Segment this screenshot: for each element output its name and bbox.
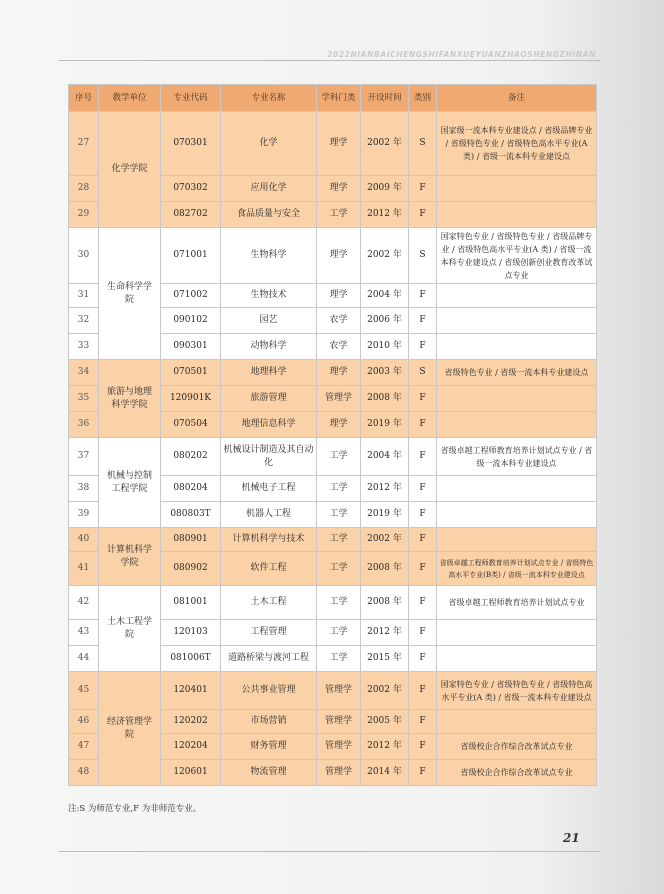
cell-note: [437, 646, 597, 672]
table-row: [69, 112, 597, 176]
table-row: [69, 228, 597, 284]
cell-type: F: [409, 334, 437, 360]
cell-no: 39: [69, 502, 99, 528]
cell-field: 理学: [317, 412, 361, 438]
cell-name: 土木工程: [221, 586, 317, 620]
cell-year: 2009 年: [361, 176, 409, 202]
cell-note: [437, 284, 597, 308]
cell-code: 120103: [161, 620, 221, 646]
cell-note: 国家特色专业 / 省级特色专业 / 省级特色高水平专业(A 类) / 省级一流本科专业建设点: [437, 672, 597, 710]
cell-note: 国家特色专业 / 省级特色专业 / 省级品牌专业 / 省级特色高水平专业(A 类) / 省级一流本科专业建设点 / 省级创新创业教育改革试点专业: [437, 228, 597, 284]
cell-teaching-unit: 化学学院: [99, 112, 161, 228]
cell-code: 120204: [161, 734, 221, 760]
cell-field: 工学: [317, 528, 361, 552]
page-number: 21: [563, 831, 580, 845]
cell-code: 120901K: [161, 386, 221, 412]
cell-no: 30: [69, 228, 99, 284]
cell-note: [437, 334, 597, 360]
cell-year: 2014 年: [361, 760, 409, 786]
cell-name: 软件工程: [221, 552, 317, 586]
cell-code: 071002: [161, 284, 221, 308]
cell-no: 34: [69, 360, 99, 386]
cell-no: 47: [69, 734, 99, 760]
cell-no: 46: [69, 710, 99, 734]
cell-type: F: [409, 646, 437, 672]
cell-name: 化学: [221, 112, 317, 176]
cell-field: 农学: [317, 334, 361, 360]
cell-no: 44: [69, 646, 99, 672]
cell-name: 市场营销: [221, 710, 317, 734]
cell-year: 2012 年: [361, 734, 409, 760]
cell-name: 财务管理: [221, 734, 317, 760]
table-row: [69, 438, 597, 476]
cell-no: 38: [69, 476, 99, 502]
cell-year: 2006 年: [361, 308, 409, 334]
cell-name: 工程管理: [221, 620, 317, 646]
cell-code: 082702: [161, 202, 221, 228]
cell-year: 2008 年: [361, 386, 409, 412]
cell-code: 090301: [161, 334, 221, 360]
col-header: 开设时间: [361, 85, 409, 112]
cell-field: 理学: [317, 112, 361, 176]
cell-field: 工学: [317, 552, 361, 586]
cell-type: F: [409, 586, 437, 620]
cell-field: 管理学: [317, 760, 361, 786]
cell-year: 2002 年: [361, 228, 409, 284]
cell-no: 35: [69, 386, 99, 412]
cell-code: 120401: [161, 672, 221, 710]
col-header: 专业代码: [161, 85, 221, 112]
cell-code: 081006T: [161, 646, 221, 672]
cell-note: 省级卓越工程师教育培养计划试点专业 / 省级特色高水平专业(B类) / 省级一流本科专业建设点: [437, 552, 597, 586]
cell-type: F: [409, 528, 437, 552]
cell-field: 管理学: [317, 386, 361, 412]
col-header: 备注: [437, 85, 597, 112]
cell-name: 旅游管理: [221, 386, 317, 412]
cell-code: 090102: [161, 308, 221, 334]
cell-year: 2012 年: [361, 202, 409, 228]
major-table: [68, 84, 597, 786]
cell-note: [437, 176, 597, 202]
cell-no: 42: [69, 586, 99, 620]
cell-note: [437, 710, 597, 734]
cell-code: 120601: [161, 760, 221, 786]
cell-field: 理学: [317, 360, 361, 386]
cell-field: 农学: [317, 308, 361, 334]
cell-field: 工学: [317, 202, 361, 228]
cell-no: 43: [69, 620, 99, 646]
cell-name: 机器人工程: [221, 502, 317, 528]
cell-year: 2004 年: [361, 284, 409, 308]
cell-name: 生物技术: [221, 284, 317, 308]
cell-teaching-unit: 机械与控制工程学院: [99, 438, 161, 528]
cell-year: 2005 年: [361, 710, 409, 734]
cell-note: [437, 202, 597, 228]
cell-year: 2003 年: [361, 360, 409, 386]
cell-note: [437, 308, 597, 334]
cell-teaching-unit: 生命科学学院: [99, 228, 161, 360]
cell-code: 080803T: [161, 502, 221, 528]
cell-name: 应用化学: [221, 176, 317, 202]
col-header: 序号: [69, 85, 99, 112]
cell-type: F: [409, 502, 437, 528]
cell-code: 070301: [161, 112, 221, 176]
footer-rule: [58, 851, 600, 852]
cell-field: 工学: [317, 620, 361, 646]
cell-type: F: [409, 438, 437, 476]
cell-name: 机械电子工程: [221, 476, 317, 502]
cell-no: 40: [69, 528, 99, 552]
cell-no: 41: [69, 552, 99, 586]
cell-type: F: [409, 620, 437, 646]
cell-type: F: [409, 202, 437, 228]
table-row: [69, 528, 597, 552]
cell-note: 国家级一流本科专业建设点 / 省级品牌专业 / 省级特色专业 / 省级特色高水平专业(A 类) / 省级一流本科专业建设点: [437, 112, 597, 176]
cell-code: 071001: [161, 228, 221, 284]
cell-code: 080901: [161, 528, 221, 552]
cell-teaching-unit: 土木工程学院: [99, 586, 161, 672]
cell-year: 2004 年: [361, 438, 409, 476]
cell-code: 080204: [161, 476, 221, 502]
table-row: [69, 360, 597, 386]
cell-type: F: [409, 412, 437, 438]
cell-note: [437, 476, 597, 502]
cell-field: 理学: [317, 176, 361, 202]
cell-type: F: [409, 476, 437, 502]
cell-type: F: [409, 760, 437, 786]
cell-code: 080902: [161, 552, 221, 586]
cell-note: 省级卓越工程师教育培养计划试点专业: [437, 586, 597, 620]
col-header: 专业名称: [221, 85, 317, 112]
running-header: 2022NIANBAICHENGSHIFANXUEYUANZHAOSHENGZHINAN: [327, 50, 596, 59]
table-body: [69, 112, 597, 786]
cell-code: 070504: [161, 412, 221, 438]
header-rule: [58, 60, 600, 61]
cell-type: S: [409, 360, 437, 386]
cell-year: 2008 年: [361, 586, 409, 620]
cell-note: 省级校企合作综合改革试点专业: [437, 760, 597, 786]
cell-field: 管理学: [317, 734, 361, 760]
cell-year: 2012 年: [361, 620, 409, 646]
cell-year: 2002 年: [361, 672, 409, 710]
cell-code: 120202: [161, 710, 221, 734]
cell-no: 28: [69, 176, 99, 202]
cell-type: F: [409, 386, 437, 412]
cell-name: 园艺: [221, 308, 317, 334]
cell-teaching-unit: 旅游与地理科学学院: [99, 360, 161, 438]
cell-code: 080202: [161, 438, 221, 476]
cell-name: 食品质量与安全: [221, 202, 317, 228]
cell-name: 生物科学: [221, 228, 317, 284]
cell-name: 计算机科学与技术: [221, 528, 317, 552]
cell-type: F: [409, 284, 437, 308]
cell-note: 省级校企合作综合改革试点专业: [437, 734, 597, 760]
cell-code: 070302: [161, 176, 221, 202]
cell-field: 工学: [317, 646, 361, 672]
cell-name: 动物科学: [221, 334, 317, 360]
cell-year: 2002 年: [361, 112, 409, 176]
cell-type: F: [409, 308, 437, 334]
cell-code: 081001: [161, 586, 221, 620]
table-row: [69, 672, 597, 710]
cell-year: 2010 年: [361, 334, 409, 360]
cell-no: 32: [69, 308, 99, 334]
cell-note: 省级卓越工程师教育培养计划试点专业 / 省级一流本科专业建设点: [437, 438, 597, 476]
cell-field: 理学: [317, 228, 361, 284]
cell-note: [437, 620, 597, 646]
col-header: 类别: [409, 85, 437, 112]
col-header: 教学单位: [99, 85, 161, 112]
cell-code: 070501: [161, 360, 221, 386]
cell-no: 37: [69, 438, 99, 476]
cell-name: 道路桥梁与渡河工程: [221, 646, 317, 672]
cell-note: [437, 502, 597, 528]
cell-field: 工学: [317, 586, 361, 620]
cell-name: 物流管理: [221, 760, 317, 786]
cell-type: F: [409, 672, 437, 710]
footnote: 注:S 为师范专业,F 为非师范专业。: [68, 804, 202, 814]
cell-year: 2019 年: [361, 412, 409, 438]
cell-no: 27: [69, 112, 99, 176]
cell-note: [437, 412, 597, 438]
cell-type: F: [409, 710, 437, 734]
cell-field: 管理学: [317, 710, 361, 734]
cell-name: 地理科学: [221, 360, 317, 386]
cell-field: 工学: [317, 502, 361, 528]
cell-teaching-unit: 经济管理学院: [99, 672, 161, 786]
cell-type: S: [409, 112, 437, 176]
cell-field: 理学: [317, 284, 361, 308]
cell-field: 工学: [317, 476, 361, 502]
cell-year: 2008 年: [361, 552, 409, 586]
cell-no: 36: [69, 412, 99, 438]
cell-year: 2002 年: [361, 528, 409, 552]
cell-no: 45: [69, 672, 99, 710]
cell-type: F: [409, 552, 437, 586]
cell-type: S: [409, 228, 437, 284]
cell-teaching-unit: 计算机科学学院: [99, 528, 161, 586]
cell-year: 2012 年: [361, 476, 409, 502]
cell-field: 管理学: [317, 672, 361, 710]
cell-no: 31: [69, 284, 99, 308]
cell-name: 地理信息科学: [221, 412, 317, 438]
cell-note: 省级特色专业 / 省级一流本科专业建设点: [437, 360, 597, 386]
cell-no: 29: [69, 202, 99, 228]
cell-type: F: [409, 734, 437, 760]
cell-name: 机械设计制造及其自动化: [221, 438, 317, 476]
col-header: 学科门类: [317, 85, 361, 112]
table-row: [69, 586, 597, 620]
cell-no: 48: [69, 760, 99, 786]
cell-name: 公共事业管理: [221, 672, 317, 710]
cell-field: 工学: [317, 438, 361, 476]
cell-year: 2019 年: [361, 502, 409, 528]
cell-note: [437, 386, 597, 412]
cell-no: 33: [69, 334, 99, 360]
cell-type: F: [409, 176, 437, 202]
cell-year: 2015 年: [361, 646, 409, 672]
table-header-row: [69, 85, 597, 112]
cell-note: [437, 528, 597, 552]
